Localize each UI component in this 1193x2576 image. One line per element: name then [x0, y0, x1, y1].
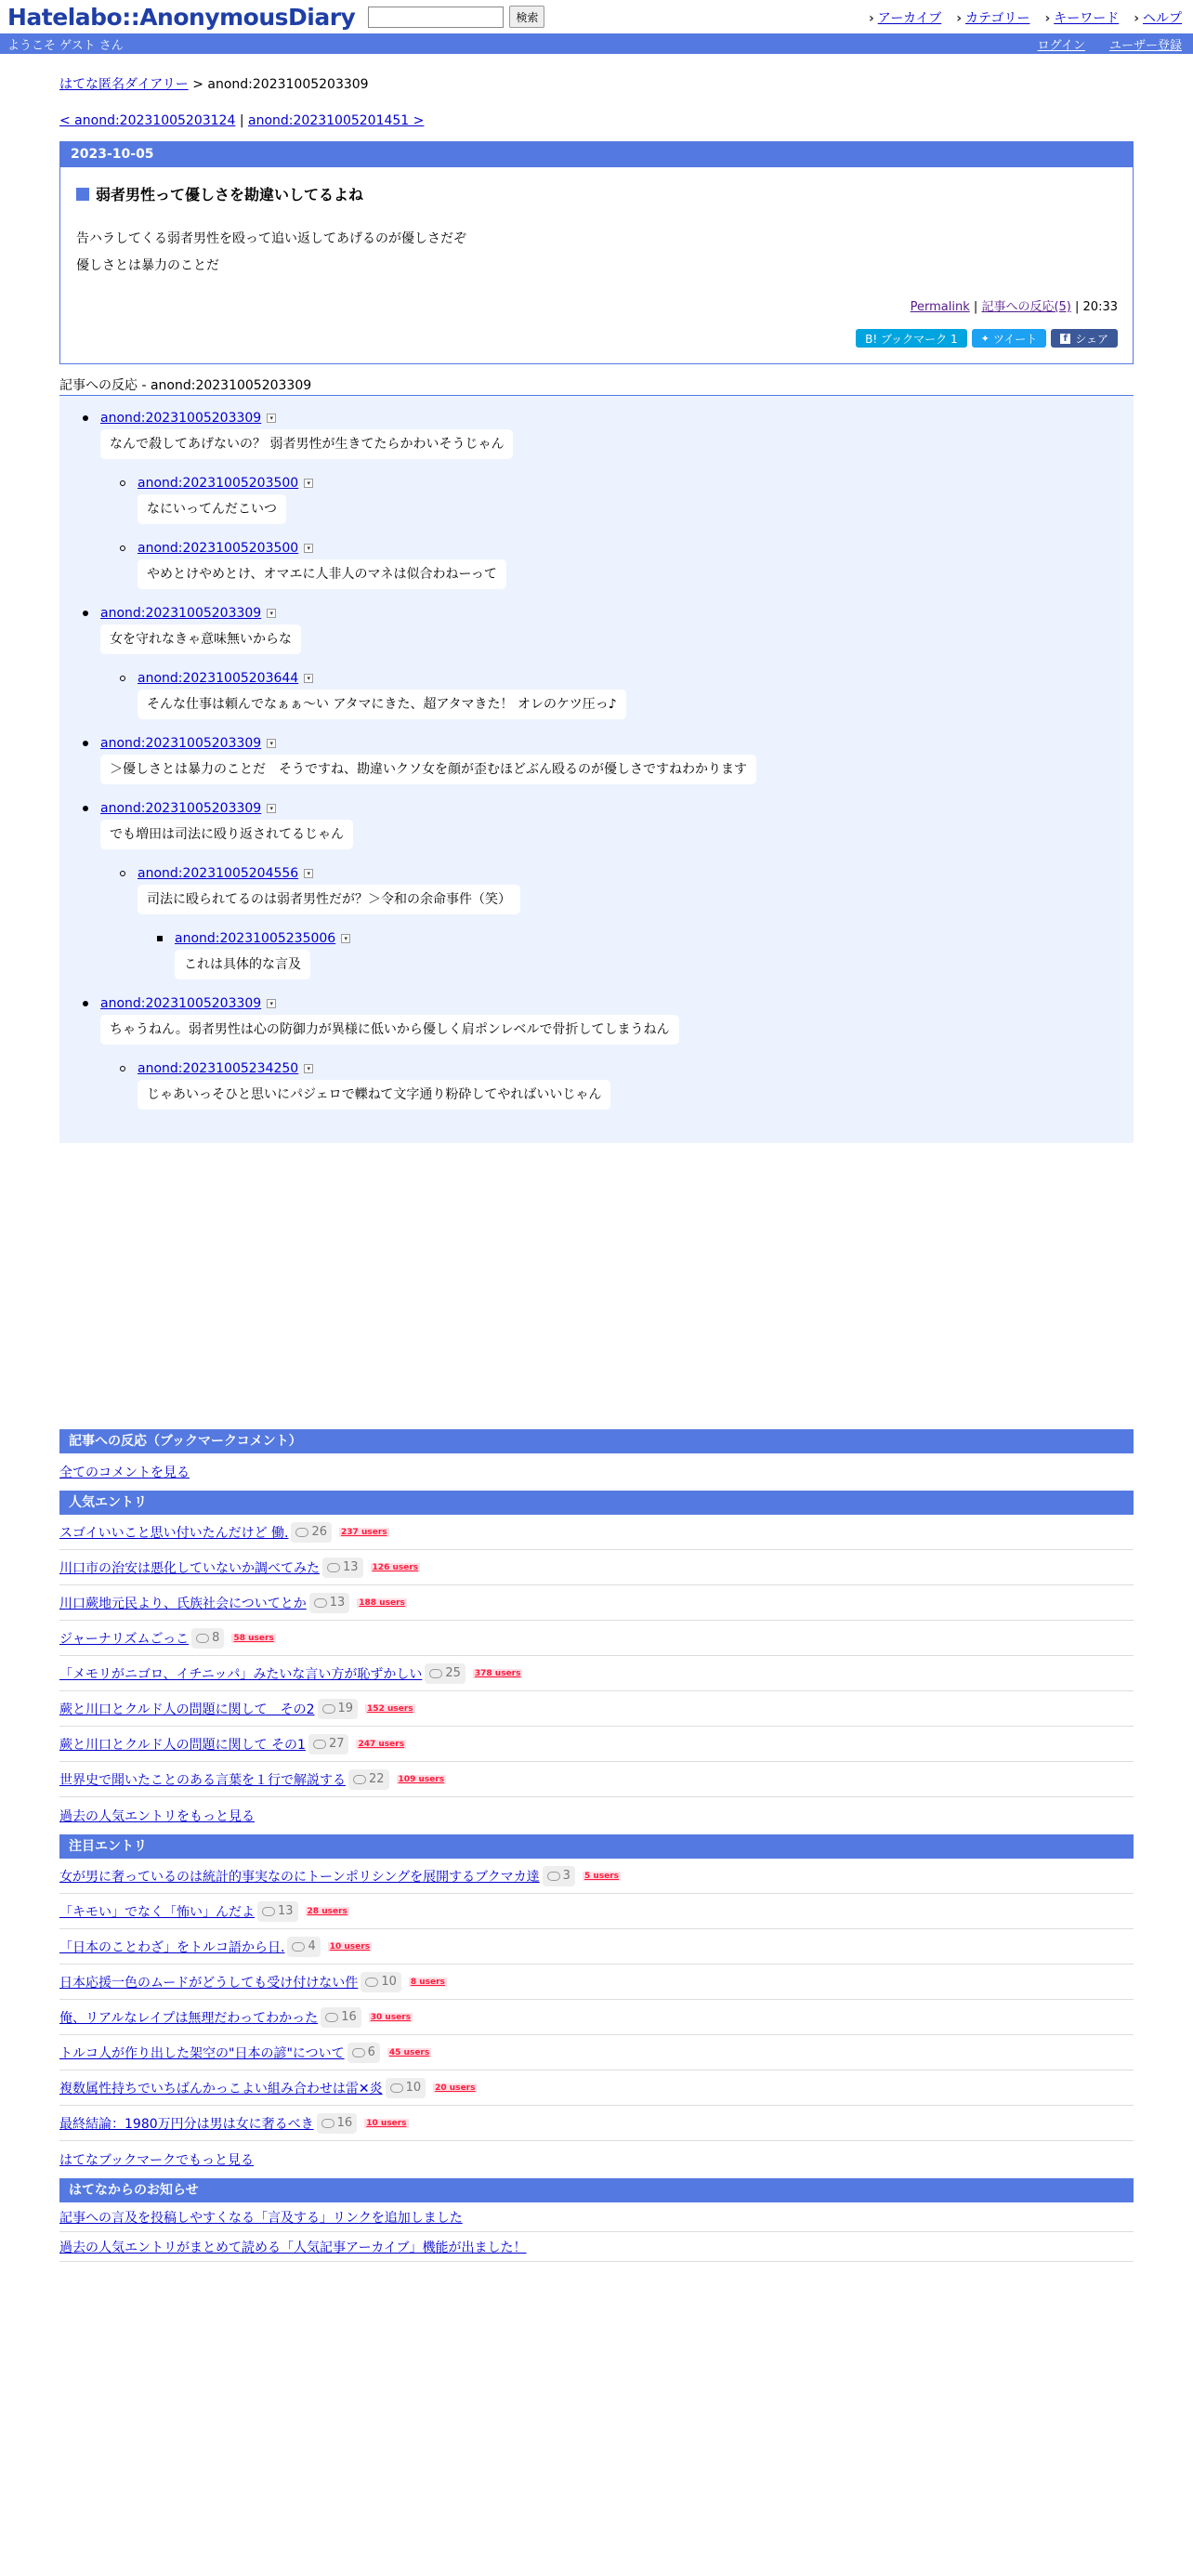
entry-link[interactable]: トルコ人が作り出した架空の"日本の諺"について: [59, 2045, 345, 2061]
comment-count: 10: [405, 2081, 422, 2095]
reaction-item: [138, 864, 1134, 929]
notice-link[interactable]: 記事への言及を投稿しやすくなる「言及する」リンクを追加しました: [59, 2210, 463, 2226]
comment-count: 16: [341, 2010, 357, 2024]
reaction-item: [100, 604, 1134, 669]
reaction-item: [100, 409, 1134, 474]
notice-item: [59, 2202, 1134, 2232]
reaction-bubble: なんで殺してあげないの？ 弱者男性が生きてたらかわいそうじゃん: [100, 429, 513, 459]
comment-count: 3: [562, 1869, 570, 1883]
register-link[interactable]: ユーザー登録: [1108, 38, 1182, 53]
entry-row: [59, 2070, 1134, 2106]
reaction-link[interactable]: anond:20231005203500: [138, 541, 299, 556]
comment-count: 4: [308, 1939, 316, 1953]
bookmark-comments-header: 記事への反応（ブックマークコメント）: [59, 1429, 1134, 1453]
all-comments-row: [59, 1453, 1134, 1491]
featured-entries-list: [59, 1859, 1134, 2141]
entry-row: [59, 1894, 1134, 1929]
reaction-item: [100, 994, 1134, 1059]
entry-row: [59, 1859, 1134, 1894]
article-text: [76, 226, 1118, 280]
featured-more-row: [59, 2141, 1134, 2178]
search-input[interactable]: [368, 7, 504, 28]
comment-count-badge[interactable]: [321, 2007, 361, 2028]
comment-count: 10: [381, 1975, 397, 1989]
dropdown-icon[interactable]: ▾: [304, 544, 313, 553]
speech-bubble-icon: [314, 1598, 327, 1608]
featured-more-link[interactable]: はてなブックマークでもっと見る: [59, 2153, 255, 2168]
comment-count: 8: [212, 1631, 220, 1645]
reaction-bubble: 女を守れなきゃ意味無いからな: [100, 624, 301, 654]
users-count-badge[interactable]: 10 users: [329, 1941, 371, 1952]
reaction-link[interactable]: anond:20231005203309: [100, 411, 262, 426]
entry-row: [59, 1929, 1134, 1965]
reaction-link[interactable]: anond:20231005203309: [100, 996, 262, 1011]
entry-link[interactable]: 俺、リアルなレイプは無理だわってわかった: [59, 2010, 319, 2026]
list-bullet: [83, 741, 88, 746]
reaction-item: [138, 474, 1134, 539]
site-header: [0, 0, 1193, 33]
entry-link[interactable]: 蕨と川口とクルド人の問題に関して その1: [59, 1737, 306, 1753]
comment-count-badge[interactable]: [257, 1901, 298, 1922]
reaction-bubble: じゃあいっそひと思いにパジェロで轢ねて文字通り粉砕してやればいいじゃん: [138, 1080, 610, 1110]
entry-row: [59, 1762, 1134, 1797]
list-bullet: [120, 871, 125, 876]
reaction-item: [175, 929, 1134, 994]
entry-row: [59, 2035, 1134, 2070]
reaction-link[interactable]: anond:20231005203644: [138, 671, 299, 686]
dropdown-icon[interactable]: ▾: [267, 739, 276, 748]
users-count-badge[interactable]: 126 users: [372, 1562, 419, 1572]
reaction-bubble: ちゃうねん。弱者男性は心の防御力が異様に低いから優しく肩ポンレベルで骨折してしまうねん: [100, 1015, 679, 1045]
dropdown-icon[interactable]: ▾: [267, 804, 276, 813]
reaction-bubble: ＞優しさとは暴力のことだ そうですね、勘違いクソ女を顔が歪むほどぶん殴るのが優しさですねわかります: [100, 755, 756, 784]
ad-space: [59, 1143, 1134, 1429]
article: [59, 141, 1134, 364]
users-count-badge[interactable]: 8 users: [410, 1977, 445, 1987]
prev-entry-link[interactable]: < anond:20231005203124: [59, 113, 236, 128]
welcome-text: ようこそ ゲスト さん: [7, 38, 124, 53]
popular-more-row: [59, 1797, 1134, 1834]
speech-bubble-icon: [262, 1907, 275, 1916]
reaction-link[interactable]: anond:20231005203500: [138, 476, 299, 491]
entry-link[interactable]: 川口市の治安は悪化していないか調べてみた: [59, 1560, 320, 1576]
comment-count: 13: [343, 1560, 359, 1574]
reaction-item: [138, 669, 1134, 734]
users-count-badge[interactable]: 30 users: [370, 2012, 412, 2022]
hatena-bookmark-button[interactable]: B! ブックマーク 1: [856, 329, 966, 348]
speech-bubble-icon: [313, 1740, 326, 1749]
users-count-badge[interactable]: 5 users: [583, 1871, 620, 1881]
entry-link[interactable]: 世界史で聞いたことのある言葉を１行で解説する: [59, 1772, 346, 1788]
reactions-link[interactable]: 記事への反応(5): [981, 300, 1071, 314]
reaction-item: [100, 734, 1134, 799]
share-buttons: [76, 329, 1118, 348]
comment-count: 6: [367, 2045, 375, 2059]
comment-count-badge[interactable]: [309, 1593, 350, 1613]
reaction-bubble: なにいってんだこいつ: [138, 494, 286, 524]
title-square-icon: [76, 188, 89, 201]
dropdown-icon[interactable]: ▾: [304, 1064, 313, 1073]
article-title-text: 弱者男性って優しさを勘違いしてるよね: [96, 186, 364, 204]
article-meta: [76, 296, 1118, 314]
users-count-badge[interactable]: 152 users: [367, 1703, 413, 1714]
notice-item: [59, 2232, 1134, 2262]
meta-separator: |: [1075, 300, 1080, 314]
users-count-badge[interactable]: 58 users: [233, 1633, 274, 1643]
comment-count: 16: [336, 2116, 353, 2130]
popular-entries-header: 人気エントリ: [59, 1491, 1134, 1515]
prevnext-separator: |: [239, 113, 244, 128]
list-bullet: [120, 480, 125, 486]
entry-row: [59, 1727, 1134, 1762]
comment-count-badge[interactable]: [318, 1699, 359, 1719]
twitter-bird-icon: ✦: [980, 332, 990, 345]
next-entry-link[interactable]: anond:20231005201451 >: [248, 113, 425, 128]
list-bullet: [83, 806, 88, 811]
entry-link[interactable]: ジャーナリズムごっこ: [59, 1631, 190, 1647]
list-bullet: [83, 1001, 88, 1006]
reaction-link[interactable]: anond:20231005234250: [138, 1061, 299, 1076]
reaction-bubble: これは具体的な言及: [175, 950, 310, 979]
users-count-badge[interactable]: 247 users: [358, 1739, 405, 1749]
speech-bubble-icon: [353, 1775, 366, 1784]
speech-bubble-icon: [429, 1669, 442, 1678]
breadcrumb-current: anond:20231005203309: [207, 77, 369, 92]
popular-more-link[interactable]: 過去の人気エントリをもっと見る: [59, 1809, 255, 1824]
comment-count-badge[interactable]: [191, 1628, 224, 1649]
entry-link[interactable]: 女が男に奢っているのは統計的事実なのにトーンポリシングを展開するブクマカ達: [59, 1869, 540, 1885]
permalink[interactable]: Permalink: [910, 300, 970, 314]
nav-archive[interactable]: › アーカイブ: [869, 8, 941, 27]
reactions-header: 記事への反応 - anond:20231005203309: [59, 375, 1134, 396]
comment-count-badge[interactable]: [322, 1557, 363, 1578]
comment-count-badge[interactable]: [347, 2043, 380, 2063]
list-bullet: [120, 545, 125, 551]
comment-count: 27: [328, 1737, 345, 1751]
speech-bubble-icon: [547, 1872, 560, 1881]
article-paragraph: 告ハラしてくる弱者男性を殴って追い返してあげるのが優しさだぞ: [76, 231, 466, 246]
comment-count: 19: [337, 1702, 354, 1715]
users-count-badge[interactable]: 45 users: [388, 2047, 430, 2057]
users-count-badge[interactable]: 188 users: [359, 1597, 405, 1608]
dropdown-icon[interactable]: ▾: [341, 934, 350, 943]
dropdown-icon[interactable]: ▾: [267, 609, 276, 618]
entry-link[interactable]: 蕨と川口とクルド人の問題に関して その2: [59, 1702, 315, 1717]
notices-header: はてなからのお知らせ: [59, 2178, 1134, 2202]
comment-count-badge[interactable]: [291, 1522, 332, 1543]
main-content: [59, 74, 1134, 2262]
nav-category[interactable]: › カテゴリー: [956, 8, 1029, 27]
reaction-link[interactable]: anond:20231005203309: [100, 801, 262, 816]
search-button[interactable]: 検索: [509, 6, 544, 28]
entry-row: [59, 1515, 1134, 1550]
entry-link[interactable]: 「日本のことわざ」をトルコ語から日.: [59, 1939, 285, 1955]
users-count-badge[interactable]: 20 users: [435, 2083, 476, 2093]
reaction-link[interactable]: anond:20231005235006: [175, 931, 336, 946]
reaction-item: [138, 1059, 1134, 1124]
reaction-bubble: やめとけやめとけ、オマエに人非人のマネは似合わねーって: [138, 559, 506, 589]
all-comments-link[interactable]: 全てのコメントを見る: [59, 1465, 190, 1480]
reaction-bubble: 司法に殴られてるのは弱者男性だが？＞令和の余命事件（笑）: [138, 885, 520, 914]
entry-link[interactable]: スゴイいいこと思い付いたんだけど 働.: [59, 1525, 289, 1541]
speech-bubble-icon: [365, 1978, 378, 1987]
speech-bubble-icon: [292, 1942, 305, 1952]
entry-link[interactable]: 最終結論：1980万円分は男は女に奢るべき: [59, 2116, 314, 2132]
notices-list: [59, 2202, 1134, 2262]
tweet-label: ツイート: [992, 332, 1038, 346]
site-logo[interactable]: Hatelabo::AnonymousDiary: [7, 3, 356, 31]
users-count-badge[interactable]: 378 users: [474, 1668, 521, 1678]
entry-row: [59, 1691, 1134, 1727]
entry-link[interactable]: 「メモリがニゴロ、イチニッパ」みたいな言い方が恥ずかしい: [59, 1666, 423, 1682]
entry-row: [59, 1621, 1134, 1656]
article-paragraph: 優しさとは暴力のことだ: [76, 258, 219, 273]
facebook-share-label: シェア: [1075, 332, 1108, 346]
entry-link[interactable]: 日本応援一色のムードがどうしても受け付けない件: [59, 1975, 359, 1991]
list-bullet: [83, 415, 88, 421]
article-time: 20:33: [1082, 300, 1118, 314]
speech-bubble-icon: [295, 1528, 308, 1537]
dropdown-icon[interactable]: ▾: [304, 869, 313, 878]
reaction-link[interactable]: anond:20231005204556: [138, 866, 299, 881]
entry-link[interactable]: 川口蕨地元民より、氏族社会についてとか: [59, 1596, 307, 1611]
users-count-badge[interactable]: 28 users: [307, 1906, 347, 1916]
login-link[interactable]: ログイン: [1037, 38, 1085, 53]
article-title: [76, 183, 1118, 204]
comment-count: 13: [278, 1904, 294, 1918]
speech-bubble-icon: [196, 1634, 209, 1643]
list-bullet: [120, 676, 125, 681]
notice-link[interactable]: 過去の人気エントリがまとめて読める「人気記事アーカイブ」機能が出ました！: [59, 2240, 527, 2255]
breadcrumb-separator: >: [192, 77, 203, 92]
breadcrumb-home[interactable]: はてな匿名ダイアリー: [59, 77, 189, 92]
article-date: 2023-10-05: [60, 142, 1133, 167]
reaction-link[interactable]: anond:20231005203309: [100, 736, 262, 751]
entry-row: [59, 2000, 1134, 2035]
facebook-icon: f: [1060, 334, 1070, 344]
users-count-badge[interactable]: 109 users: [398, 1774, 445, 1784]
comment-count-badge[interactable]: [361, 1972, 401, 1992]
dropdown-icon[interactable]: ▾: [304, 674, 313, 683]
speech-bubble-icon: [322, 1704, 335, 1714]
users-count-badge[interactable]: 10 users: [366, 2118, 407, 2128]
reaction-bubble: でも増田は司法に殴り返されてるじゃん: [100, 820, 353, 849]
entry-row: [59, 1550, 1134, 1585]
entry-link[interactable]: 複数属性持ちでいちばんかっこよい組み合わせは雷✕炎: [59, 2081, 383, 2096]
popular-entries-list: [59, 1515, 1134, 1797]
entry-link[interactable]: 「キモい」でなく「怖い」んだよ: [59, 1904, 255, 1920]
comment-count-badge[interactable]: [543, 1866, 575, 1886]
comment-count-badge[interactable]: [317, 2113, 358, 2134]
nav-keyword[interactable]: › キーワード: [1044, 8, 1119, 27]
entry-row: [59, 1585, 1134, 1621]
comment-count-badge[interactable]: [425, 1663, 465, 1684]
prev-next-nav: [59, 113, 1134, 128]
entry-row: [59, 1656, 1134, 1691]
list-bullet: [120, 1066, 125, 1071]
list-bullet: [157, 936, 163, 941]
entry-row: [59, 1965, 1134, 2000]
list-bullet: [83, 611, 88, 616]
dropdown-icon[interactable]: ▾: [267, 999, 276, 1008]
speech-bubble-icon: [352, 2048, 365, 2057]
nav-help[interactable]: › ヘルプ: [1134, 8, 1182, 27]
speech-bubble-icon: [390, 2083, 403, 2093]
users-count-badge[interactable]: 237 users: [341, 1527, 387, 1537]
comment-count: 22: [369, 1772, 385, 1786]
entry-row: [59, 2106, 1134, 2141]
facebook-share-button[interactable]: [1051, 329, 1118, 348]
dropdown-icon[interactable]: ▾: [304, 479, 313, 488]
comment-count-badge[interactable]: [308, 1734, 349, 1755]
reaction-link[interactable]: anond:20231005203309: [100, 606, 262, 621]
comment-count-badge[interactable]: [386, 2078, 426, 2098]
reaction-tree: [59, 396, 1134, 1143]
featured-entries-header: 注目エントリ: [59, 1834, 1134, 1859]
comment-count: 25: [445, 1666, 461, 1680]
comment-count: 13: [329, 1596, 346, 1610]
speech-bubble-icon: [321, 2119, 334, 2128]
comment-count-badge[interactable]: [287, 1937, 320, 1957]
meta-separator: |: [973, 300, 978, 314]
breadcrumb: [59, 74, 1134, 93]
user-bar: [0, 33, 1193, 54]
tweet-button[interactable]: [972, 329, 1047, 348]
comment-count: 26: [311, 1525, 328, 1539]
reaction-bubble: そんな仕事は頼んでなぁぁ〜い アタマにきた、超アタマきた！ オレのケツ圧っ♪: [138, 690, 626, 719]
reaction-item: [138, 539, 1134, 604]
speech-bubble-icon: [327, 1563, 340, 1572]
reaction-item: [100, 799, 1134, 864]
top-nav: [869, 8, 1182, 27]
dropdown-icon[interactable]: ▾: [267, 414, 276, 423]
comment-count-badge[interactable]: [348, 1769, 389, 1790]
speech-bubble-icon: [325, 2013, 338, 2022]
